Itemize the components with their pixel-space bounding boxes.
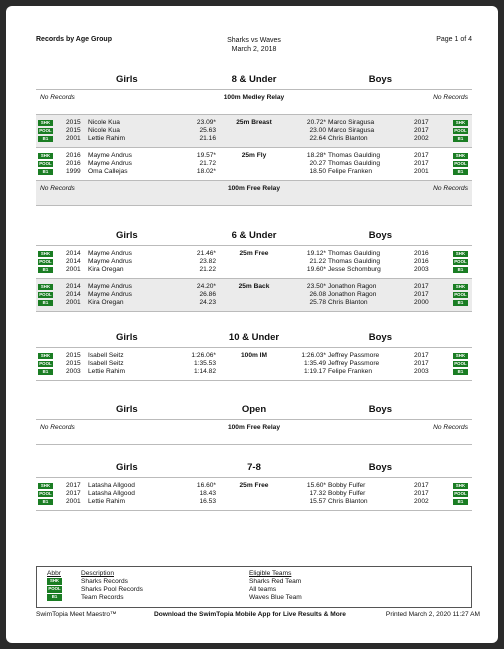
record-row [36,283,472,291]
age-group-title: 8 & Under [231,74,277,85]
girls-record-badge: POOL [39,490,52,496]
girls-record-time: 25.63 [199,127,216,134]
girls-record-name: Mayme Andrus [88,250,132,257]
girls-record-year: 2017 [66,482,81,489]
boys-record-name: Felipe Franken [328,168,372,175]
event-name: 25m Fly [241,152,267,159]
girls-record-name: Latasha Allgood [88,482,135,489]
girls-record-year: 2014 [66,283,81,290]
event-name: 25m Free [239,482,269,489]
boys-record-year: 2000 [414,299,429,306]
event-name: 25m Breast [236,119,272,126]
boys-record-badge: SHK [453,153,468,160]
event-row [36,348,472,381]
girls-record-badge: B1 [38,267,53,274]
age-group-header [36,456,472,478]
event-row [36,148,472,181]
girls-record-time: 16.60* [196,482,216,489]
girls-record-year: 2015 [66,360,81,367]
boys-heading: Boys [368,332,392,343]
girls-record-time: 21.72 [199,160,216,167]
boys-record-badge: POOL [454,127,467,133]
boys-record-year: 2017 [414,127,429,134]
boys-record-name: Thomas Gaulding [328,250,381,257]
girls-record-badge: POOL [39,127,52,133]
record-row [36,135,472,143]
meet-name: Sharks vs Waves [227,37,281,44]
girls-record-time: 26.86 [199,291,216,298]
page-number: Page 1 of 4 [436,36,472,43]
girls-heading: Girls [116,404,138,415]
girls-record-badge: B1 [38,499,53,506]
girls-record-year: 1999 [66,168,81,175]
age-group-section [36,398,472,445]
age-group-header [36,398,472,420]
age-group-section [36,68,472,206]
legend-description-header: Description [81,570,114,577]
boys-record-badge: B1 [453,169,468,176]
event-name: 100m Medley Relay [223,94,285,101]
record-row [36,498,472,506]
legend-description: Sharks Pool Records [81,586,143,593]
girls-record-name: Mayme Andrus [88,291,132,298]
girls-record-year: 2015 [66,127,81,134]
event-name: 100m IM [240,352,268,359]
report-header [36,36,472,60]
event-row [36,279,472,312]
boys-record-badge: SHK [453,251,468,258]
page-footer [36,611,480,621]
record-row [36,266,472,274]
girls-heading: Girls [116,332,138,343]
boys-record-badge: POOL [454,360,467,366]
boys-record-year: 2016 [414,258,429,265]
boys-record-badge: POOL [454,291,467,297]
boys-record-time: 18.50 [309,168,326,175]
girls-record-badge: SHK [38,284,53,291]
boys-record-name: Jeffrey Passmore [328,360,380,367]
girls-record-time: 21.22 [199,266,216,273]
record-row [36,368,472,376]
boys-record-badge: POOL [454,490,467,496]
boys-record-time: 23.00 [309,127,326,134]
legend-teams: All teams [249,586,277,593]
boys-no-records: No Records [433,94,468,101]
girls-record-year: 2015 [66,352,81,359]
event-row [36,246,472,279]
event-name: 100m Free Relay [227,424,281,431]
legend-teams-header: Eligible Teams [249,570,292,577]
boys-record-time: 20.27 [309,160,326,167]
boys-record-year: 2001 [414,168,429,175]
boys-record-year: 2002 [414,498,429,505]
boys-record-year: 2017 [414,291,429,298]
legend-abbr-row [47,594,62,602]
boys-record-time: 22.64 [309,135,326,142]
boys-record-time: 18.28* [306,152,326,159]
boys-no-records: No Records [433,185,468,192]
girls-record-year: 2015 [66,119,81,126]
girls-record-time: 21.16 [199,135,216,142]
boys-record-badge: POOL [454,160,467,166]
boys-record-badge: SHK [453,483,468,490]
record-row [36,482,472,490]
boys-record-year: 2016 [414,250,429,257]
record-row [36,360,472,368]
legend-abbr-row [47,586,62,594]
record-row [36,291,472,299]
boys-record-time: 15.57 [309,498,326,505]
girls-record-time: 23.82 [199,258,216,265]
age-group-title: Open [241,404,267,415]
girls-record-name: Nicole Kua [88,127,120,134]
boys-record-year: 2017 [414,160,429,167]
legend-abbr-column [47,570,62,602]
girls-record-name: Mayme Andrus [88,258,132,265]
boys-record-name: Thomas Gaulding [328,152,381,159]
event-row [36,420,472,445]
record-row [36,119,472,127]
legend-description-column [81,570,143,602]
record-row [36,152,472,160]
boys-record-time: 15.60* [306,482,326,489]
boys-record-year: 2003 [414,368,429,375]
event-row [36,115,472,148]
girls-record-name: Lettie Rahim [88,135,126,142]
age-group-section [36,224,472,312]
boys-record-name: Thomas Gaulding [328,258,381,265]
boys-heading: Boys [368,462,392,473]
girls-record-name: Lettie Rahim [88,368,126,375]
girls-record-name: Mayme Andrus [88,152,132,159]
girls-record-name: Oma Callejas [88,168,128,175]
boys-record-year: 2017 [414,119,429,126]
boys-record-badge: B1 [453,369,468,376]
boys-record-badge: SHK [453,120,468,127]
record-row [36,250,472,258]
record-row [36,299,472,307]
boys-record-year: 2003 [414,266,429,273]
boys-record-name: Jeffrey Passmore [328,352,380,359]
girls-no-records: No Records [40,185,75,192]
legend-teams: Waves Blue Team [249,594,302,601]
age-group-header [36,68,472,90]
girls-record-year: 2001 [66,498,81,505]
girls-record-name: Latasha Allgood [88,490,135,497]
report-title: Records by Age Group [36,36,112,43]
boys-record-time: 17.32 [309,490,326,497]
girls-record-time: 18.02* [196,168,216,175]
age-group-title: 10 & Under [228,332,280,343]
age-group-section [36,456,472,511]
girls-record-year: 2001 [66,299,81,306]
girls-record-name: Nicole Kua [88,119,120,126]
girls-record-year: 2016 [66,160,81,167]
boys-record-time: 26.08 [309,291,326,298]
legend-abbr-row [47,578,62,586]
girls-record-name: Mayme Andrus [88,283,132,290]
boys-record-year: 2002 [414,135,429,142]
boys-record-time: 1:19.17 [304,368,326,375]
girls-record-time: 1:35.53 [194,360,216,367]
girls-record-time: 16.53 [199,498,216,505]
boys-record-time: 19.60* [306,266,326,273]
boys-record-time: 25.78 [309,299,326,306]
girls-record-year: 2014 [66,291,81,298]
girls-record-badge: SHK [38,120,53,127]
event-name: 100m Free Relay [227,185,281,192]
boys-record-year: 2017 [414,152,429,159]
event-row [36,181,472,206]
age-group-title: 7-8 [247,462,261,473]
girls-record-year: 2003 [66,368,81,375]
record-row [36,258,472,266]
girls-record-time: 23.09* [196,119,216,126]
boys-record-name: Marco Siragusa [328,119,375,126]
girls-record-year: 2001 [66,135,81,142]
boys-record-badge: SHK [453,284,468,291]
legend-description: Team Records [81,594,124,601]
girls-record-badge: POOL [39,360,52,366]
boys-record-badge: B1 [453,499,468,506]
boys-record-year: 2017 [414,482,429,489]
girls-record-badge: POOL [39,160,52,166]
boys-record-name: Felipe Franken [328,368,372,375]
girls-record-year: 2014 [66,258,81,265]
event-name: 25m Back [238,283,270,290]
boys-record-name: Chris Blanton [328,498,368,505]
age-group-section [36,326,472,381]
boys-record-badge: B1 [453,267,468,274]
event-row [36,478,472,511]
girls-record-badge: B1 [38,136,53,143]
girls-record-time: 24.23 [199,299,216,306]
boys-heading: Boys [368,404,392,415]
pool-record-badge: POOL [48,586,61,591]
boys-record-name: Bobby Fulfer [328,482,366,489]
girls-record-badge: SHK [38,483,53,490]
document-page [6,6,498,643]
boys-no-records: No Records [433,424,468,431]
boys-record-year: 2017 [414,352,429,359]
girls-record-year: 2014 [66,250,81,257]
age-group-header [36,224,472,246]
girls-record-badge: B1 [38,369,53,376]
boys-heading: Boys [368,230,392,241]
girls-record-year: 2017 [66,490,81,497]
boys-record-name: Bobby Fulfer [328,490,366,497]
girls-record-time: 19.57* [196,152,216,159]
girls-record-time: 24.20* [196,283,216,290]
footer-app-promo: Download the SwimTopia Mobile App for Live Results & More [154,611,346,618]
legend-teams-column [249,570,302,602]
boys-record-time: 19.12* [306,250,326,257]
legend-abbr-header: Abbr [47,570,61,577]
girls-record-badge: POOL [39,258,52,264]
girls-record-name: Isabell Seitz [88,360,124,367]
boys-record-name: Jesse Schomburg [328,266,381,273]
girls-record-badge: SHK [38,153,53,160]
boys-record-time: 20.72* [306,119,326,126]
girls-record-name: Lettie Rahim [88,498,126,505]
girls-no-records: No Records [40,424,75,431]
boys-record-name: Chris Blanton [328,135,368,142]
girls-record-name: Kira Oregan [88,266,124,273]
team-record-badge: B1 [47,594,62,601]
girls-record-time: 1:14.82 [194,368,216,375]
boys-record-time: 21.22 [309,258,326,265]
girls-record-name: Mayme Andrus [88,160,132,167]
record-row [36,352,472,360]
legend-box [36,566,472,608]
meet-date: March 2, 2018 [231,46,277,53]
sharks-record-badge: SHK [47,578,62,585]
girls-record-badge: POOL [39,291,52,297]
meet-info [36,36,472,54]
girls-record-year: 2016 [66,152,81,159]
record-row [36,490,472,498]
boys-record-name: Marco Siragusa [328,127,375,134]
record-row [36,168,472,176]
girls-record-badge: B1 [38,300,53,307]
boys-record-year: 2017 [414,360,429,367]
footer-brand: SwimTopia Meet Maestro™ [36,611,117,618]
record-row [36,127,472,135]
boys-record-name: Thomas Gaulding [328,160,381,167]
girls-record-time: 21.46* [196,250,216,257]
legend-teams: Sharks Red Team [249,578,302,585]
boys-record-time: 1:26.03* [301,352,326,359]
boys-record-name: Chris Blanton [328,299,368,306]
age-group-header [36,326,472,348]
girls-record-name: Isabell Seitz [88,352,124,359]
girls-heading: Girls [116,74,138,85]
boys-record-badge: B1 [453,300,468,307]
age-group-title: 6 & Under [231,230,277,241]
record-row [36,160,472,168]
event-row [36,90,472,115]
girls-heading: Girls [116,230,138,241]
boys-record-year: 2017 [414,490,429,497]
boys-record-name: Jonathon Ragon [328,283,377,290]
girls-record-year: 2001 [66,266,81,273]
boys-record-year: 2017 [414,283,429,290]
girls-record-badge: B1 [38,169,53,176]
boys-record-time: 1:35.49 [304,360,326,367]
girls-record-name: Kira Oregan [88,299,124,306]
boys-record-badge: SHK [453,353,468,360]
legend-description: Sharks Records [81,578,128,585]
boys-record-time: 23.50* [306,283,326,290]
boys-record-name: Jonathon Ragon [328,291,377,298]
boys-record-badge: POOL [454,258,467,264]
girls-no-records: No Records [40,94,75,101]
boys-record-badge: B1 [453,136,468,143]
girls-record-time: 18.43 [199,490,216,497]
girls-record-badge: SHK [38,353,53,360]
boys-heading: Boys [368,74,392,85]
footer-printed: Printed March 2, 2020 11:27 AM [385,611,480,618]
girls-record-time: 1:26.06* [191,352,216,359]
event-name: 25m Free [239,250,269,257]
girls-record-badge: SHK [38,251,53,258]
girls-heading: Girls [116,462,138,473]
